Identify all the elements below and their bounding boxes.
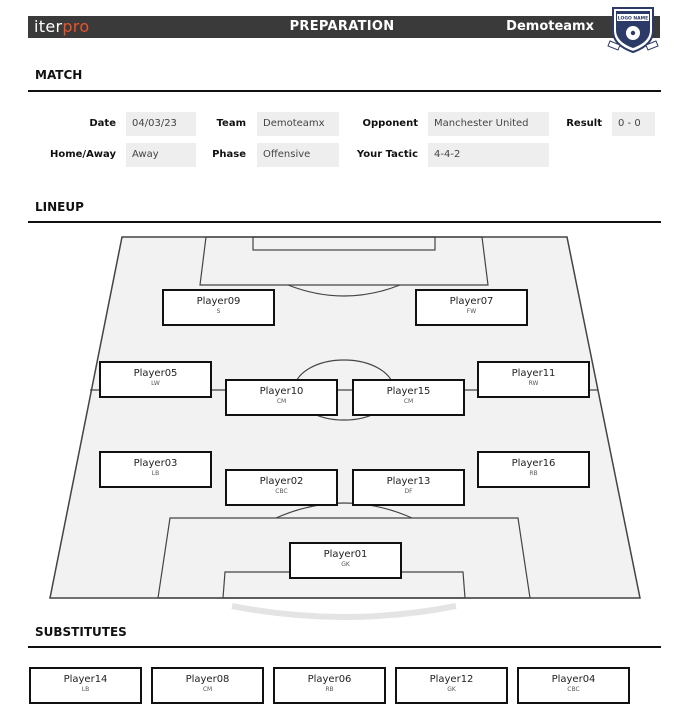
home-away-label: Home/Away [49, 149, 116, 160]
date-label: Date [89, 118, 116, 129]
logo-left-text: iter [34, 17, 63, 36]
player-card-p16[interactable] [477, 451, 590, 488]
substitute-card-5[interactable] [517, 667, 630, 704]
crest-text: LOGO NAME [617, 16, 649, 22]
player-position: S [216, 308, 221, 315]
player-position: CM [202, 686, 213, 693]
player-name: Player04 [551, 674, 596, 685]
player-card-p05[interactable] [99, 361, 212, 398]
player-name: Player06 [307, 674, 352, 685]
match-section-title: MATCH [35, 68, 83, 82]
player-name: Player11 [511, 368, 556, 379]
substitute-card-1[interactable] [29, 667, 142, 704]
team-label: Team [216, 118, 246, 129]
opponent-label: Opponent [362, 118, 418, 129]
player-name: Player12 [429, 674, 474, 685]
player-name: Player08 [185, 674, 230, 685]
substitute-card-3[interactable] [273, 667, 386, 704]
player-position: GK [447, 686, 456, 693]
page-title: PREPARATION [289, 19, 395, 34]
result-label: Result [566, 118, 602, 129]
player-position: LW [151, 380, 160, 387]
team-field[interactable]: Demoteamx [257, 112, 339, 136]
player-card-p10[interactable] [225, 379, 338, 416]
phase-field[interactable]: Offensive [257, 143, 339, 167]
player-position: DF [404, 488, 413, 495]
pitch-shadow [232, 606, 456, 617]
player-name: Player13 [386, 476, 431, 487]
player-card-p11[interactable] [477, 361, 590, 398]
player-name: Player07 [449, 296, 494, 307]
player-position: CM [276, 398, 287, 405]
substitute-card-2[interactable] [151, 667, 264, 704]
player-card-p13[interactable] [352, 469, 465, 506]
substitute-card-4[interactable] [395, 667, 508, 704]
date-field[interactable]: 04/03/23 [126, 112, 196, 136]
player-position: CM [403, 398, 414, 405]
player-card-p09[interactable] [162, 289, 275, 326]
player-position: RB [325, 686, 334, 693]
player-name: Player02 [259, 476, 304, 487]
player-card-p07[interactable] [415, 289, 528, 326]
home-away-field[interactable]: Away [126, 143, 196, 167]
logo-right-text: pro [62, 17, 90, 36]
player-position: LB [151, 470, 160, 477]
player-position: RW [528, 380, 539, 387]
player-name: Player15 [386, 386, 431, 397]
player-position: RB [529, 470, 538, 477]
player-position: CBC [567, 686, 580, 693]
phase-label: Phase [212, 149, 246, 160]
player-name: Player01 [323, 549, 368, 560]
player-name: Player16 [511, 458, 556, 469]
player-card-p02[interactable] [225, 469, 338, 506]
player-position: CBC [275, 488, 288, 495]
tactic-label: Your Tactic [356, 149, 418, 160]
opponent-field[interactable]: Manchester United [428, 112, 549, 136]
lineup-section-title: LINEUP [35, 200, 84, 214]
player-position: LB [81, 686, 90, 693]
tactic-field[interactable]: 4-4-2 [428, 143, 549, 167]
result-field[interactable]: 0 - 0 [612, 112, 655, 136]
player-name: Player09 [196, 296, 241, 307]
player-name: Player05 [133, 368, 178, 379]
player-name: Player14 [63, 674, 108, 685]
player-card-p03[interactable] [99, 451, 212, 488]
player-card-p15[interactable] [352, 379, 465, 416]
substitutes-divider [28, 646, 661, 648]
player-position: GK [341, 561, 350, 568]
player-name: Player03 [133, 458, 178, 469]
player-name: Player10 [259, 386, 304, 397]
header-team-name: Demoteamx [506, 19, 594, 34]
player-position: FW [466, 308, 477, 315]
player-card-p01[interactable] [289, 542, 402, 579]
substitutes-section-title: SUBSTITUTES [35, 625, 127, 639]
